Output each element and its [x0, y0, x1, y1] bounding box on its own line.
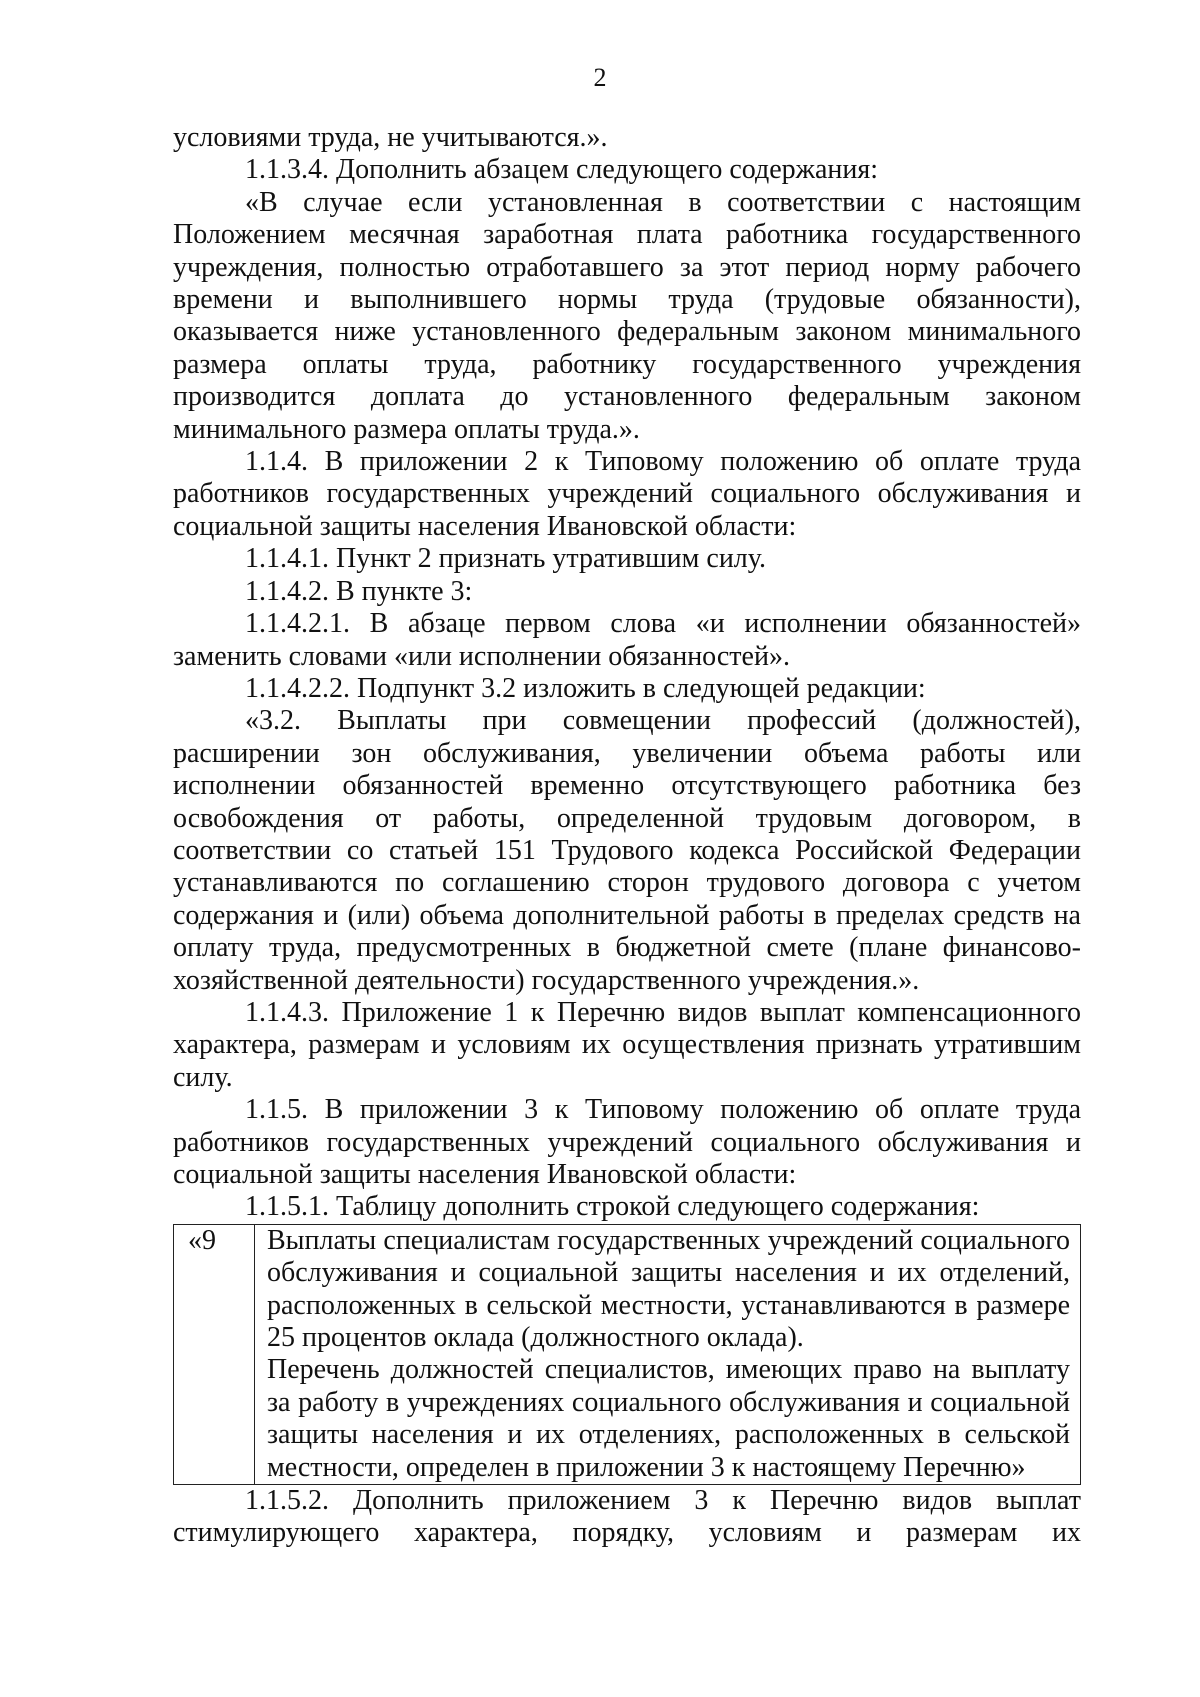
table-row-number: «9 — [174, 1224, 255, 1484]
paragraph-1-1-4-2-1: 1.1.4.2.1. В абзаце первом слова «и исполнении обязанностей» заменить словами «или исполнении обязанностей». — [173, 608, 1081, 672]
page-number: 2 — [593, 63, 607, 92]
paragraph-1-1-5-2: 1.1.5.2. Дополнить приложением 3 к Перечню видов выплат стимулирующего характера, порядку, условиям и размерам их — [173, 1485, 1081, 1549]
table-row-content — [255, 1224, 1081, 1484]
paragraph-1-1-4-2: 1.1.4.2. В пункте 3: — [245, 575, 473, 607]
paragraph-1-1-4-3: 1.1.4.3. Приложение 1 к Перечню видов выплат компенсационного характера, размерам и условиям их осуществления признать утратившим силу. — [173, 996, 1081, 1093]
paragraph-1-1-5: 1.1.5. В приложении 3 к Типовому положению об оплате труда работников государственных учреждений социального обслуживания и социальной защиты населения Ивановской области: — [173, 1094, 1081, 1190]
paragraph-1-1-4: 1.1.4. В приложении 2 к Типовому положению об оплате труда работников государственных учреждений социального обслуживания и социальной защиты населения Ивановской области: — [173, 446, 1081, 542]
paragraph-1-1-5-1: 1.1.5.1. Таблицу дополнить строкой следующего содержания: — [245, 1191, 980, 1223]
document-body — [173, 122, 1081, 1550]
paragraph-continuation: условиями труда, не учитываются.». — [173, 122, 608, 153]
paragraph-quote-minimum-wage: «В случае если установленная в соответствии с настоящим Положением месячная заработная плата работника государственного учреждения, полностью отработавшего за этот период норму рабочего времени и выполнившего нормы труда (трудовые обязанности), оказывается ниже установленного федеральным законом минимального размера оплаты труда, работнику государственного учреждения производится доплата до установленного федеральным законом минимального размера оплаты труда.». — [173, 186, 1081, 445]
table-row — [174, 1224, 1081, 1484]
inserted-table-row — [173, 1224, 1081, 1485]
paragraph-1-1-4-1: 1.1.4.1. Пункт 2 признать утратившим силу. — [245, 543, 766, 575]
table-cell-paragraph-positions: Перечень должностей специалистов, имеющих право на выплату за работу в учреждениях социального обслуживания и социальной защиты населения и их отделениях, расположенных в сельской местности, определен в приложении 3 к настоящему Перечню» — [267, 1354, 1070, 1483]
paragraph-1-1-3-4: 1.1.3.4. Дополнить абзацем следующего содержания: — [245, 154, 879, 186]
paragraph-1-1-4-2-2: 1.1.4.2.2. Подпункт 3.2 изложить в следующей редакции: — [245, 672, 926, 704]
paragraph-quote-3-2: «3.2. Выплаты при совмещении профессий (должностей), расширении зон обслуживания, увеличении объема работы или исполнении обязанностей временно отсутствующего работника без освобождения от работы, определенной трудовым договором, в соответствии со статьей 151 Трудового кодекса Российской Федерации устанавливаются по соглашению сторон трудового договора с учетом содержания и (или) объема дополнительной работы в пределах средств на оплату труда, предусмотренных в бюджетной смете (плане финансово-хозяйственной деятельности) государственного учреждения.». — [173, 705, 1081, 996]
table-cell-paragraph-payments: Выплаты специалистам государственных учреждений социального обслуживания и социальной защиты населения и их отделений, расположенных в сельской местности, устанавливаются в размере 25 процентов оклада (должностного оклада). — [267, 1224, 1070, 1354]
